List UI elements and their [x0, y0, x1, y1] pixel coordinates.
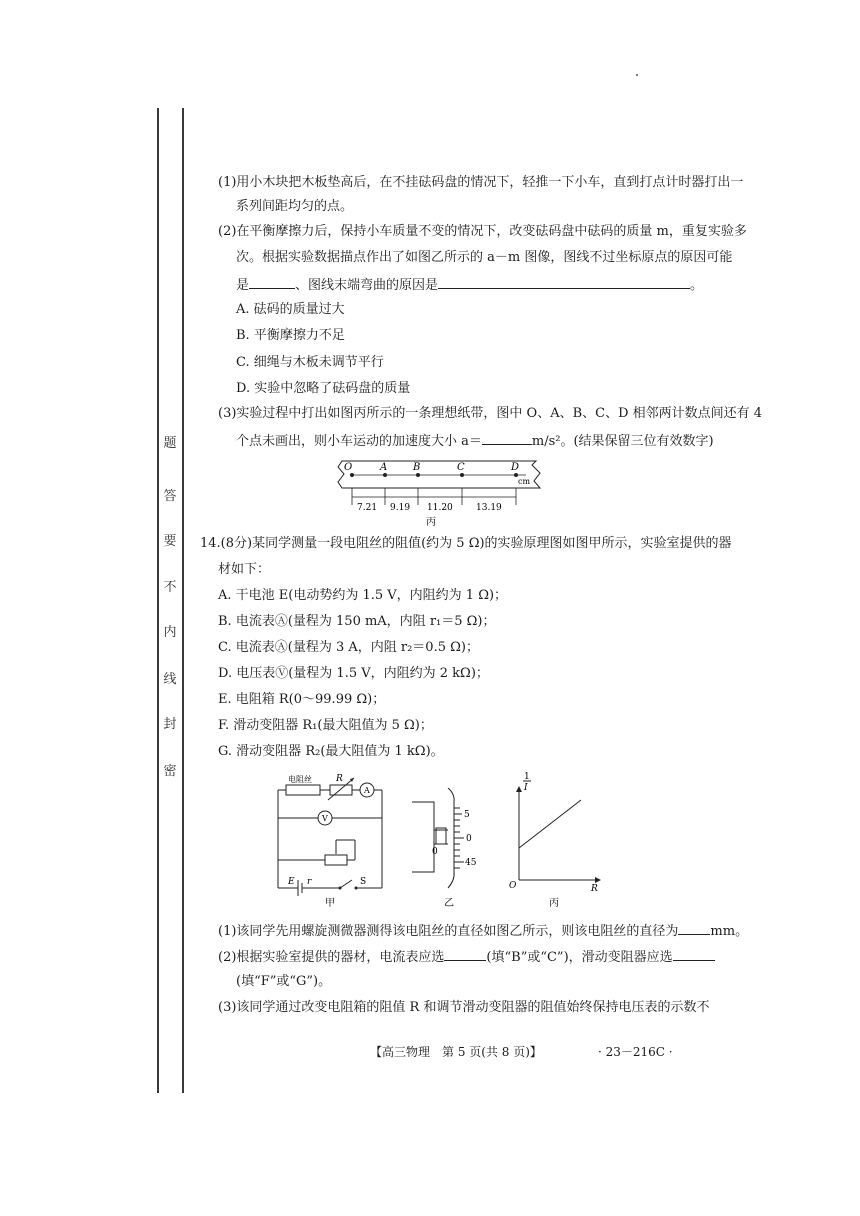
equipment-item: E. 电阻箱 R(0～99.99 Ω)； — [218, 692, 386, 707]
q13-part3-line1: (3)实验过程中打出如图丙所示的一条理想纸带，图中 O、A、B、C、D 相邻两计数点间还有 4 — [218, 406, 763, 421]
micrometer-figure — [410, 770, 505, 908]
text: m/s²。(结果保留三位有效数字) — [531, 434, 714, 449]
voltmeter-label: V — [322, 814, 328, 823]
q14-part2-line2: (填“F”或“G”)。 — [236, 974, 332, 989]
option-d: D. 实验中忽略了砝码盘的质量 — [236, 381, 411, 396]
thimble-tick: 45 — [465, 858, 477, 868]
margin-char: 密 — [163, 764, 177, 779]
q14-part3-line1: (3)该同学通过改变电阻箱的阻值 R 和调节滑动变阻器的阻值始终保持电压表的示数不 — [218, 1000, 710, 1015]
text: (1)该同学先用螺旋测微器测得该电阻丝的直径如图乙所示，则该电阻丝的直径为 — [218, 924, 679, 939]
answer-blank[interactable] — [673, 947, 715, 961]
equipment-item: A. 干电池 E(电动势约为 1.5 V，内阻约为 1 Ω)； — [218, 588, 508, 603]
q13-part2-line2: 次。根据实验数据描点作出了如图乙所示的 a－m 图像，图线不过坐标原点的原因可能 — [236, 250, 733, 265]
margin-char: 答 — [163, 489, 177, 504]
thimble-tick: 5 — [464, 810, 470, 820]
q14-stem-line1: 14.(8分)某同学测量一段电阻丝的阻值(约为 5 Ω)的实验原理图如图甲所示，实验室提供的器 — [200, 536, 732, 551]
equipment-item: D. 电压表Ⓥ(量程为 1.5 V，内阻约为 2 kΩ)； — [218, 666, 489, 681]
internal-resistance-label: r — [307, 877, 312, 887]
text: mm。 — [710, 924, 749, 939]
margin-char: 封 — [163, 717, 177, 732]
tape-spacing: 11.20 — [427, 503, 453, 513]
y-axis-denominator: I — [524, 783, 528, 793]
q13-part1-line1: (1)用小木块把木板垫高后，在不挂砝码盘的情况下，轻推一下小车，直到打点计时器打出一 — [218, 175, 744, 190]
switch-label: S — [360, 877, 367, 887]
binding-line-left — [157, 108, 159, 1093]
tape-spacing: 13.19 — [476, 503, 502, 513]
equipment-item: G. 滑动变阻器 R₂(最大阻值为 1 kΩ)。 — [218, 744, 444, 759]
option-c: C. 细绳与木板未调节平行 — [236, 355, 384, 370]
equipment-item: B. 电流表Ⓐ(量程为 150 mA，内阻 r₁＝5 Ω)； — [218, 614, 496, 629]
circuit-diagram — [270, 770, 400, 908]
margin-char: 要 — [163, 534, 177, 549]
tape-unit: cm — [518, 477, 531, 486]
option-a: A. 砝码的质量过大 — [236, 302, 345, 317]
speck — [636, 74, 638, 76]
answer-blank[interactable] — [438, 275, 690, 289]
tape-caption: 丙 — [426, 517, 436, 527]
answer-blank[interactable] — [678, 921, 710, 935]
origin-label: O — [509, 881, 517, 891]
q14-part1 — [218, 921, 748, 941]
figure-caption: 乙 — [444, 898, 454, 908]
answer-blank[interactable] — [249, 275, 295, 289]
figure-caption: 甲 — [325, 898, 335, 908]
page-footer: 【高三物理 第 5 页(共 8 页)】 — [370, 1045, 542, 1059]
equipment-item: C. 电流表Ⓐ(量程为 3 A，内阻 r₂＝0.5 Ω)； — [218, 640, 479, 655]
q13-part3-line2 — [236, 431, 714, 451]
q14-stem-line2: 材如下： — [218, 562, 271, 577]
tape-point-label: B — [413, 462, 421, 473]
tape-spacing: 9.19 — [390, 503, 411, 513]
margin-char: 不 — [163, 580, 177, 595]
graph-figure — [505, 770, 605, 908]
text: 个点未画出，则小车运动的加速度大小 a＝ — [236, 434, 482, 449]
equipment-item: F. 滑动变阻器 R₁(最大阻值为 5 Ω)； — [218, 718, 433, 733]
tape-point-label: C — [457, 462, 465, 473]
q13-part2-line1: (2)在平衡摩擦力后，保持小车质量不变的情况下，改变砝码盘中砝码的质量 m，重复实验多 — [218, 224, 747, 239]
paper-tape-figure — [330, 455, 550, 527]
margin-char: 线 — [163, 672, 177, 687]
exam-code: · 23－216C · — [598, 1045, 673, 1059]
q13-part1-line2: 系列间距均匀的点。 — [236, 199, 354, 214]
text: (2)根据实验室提供的器材，电流表应选 — [218, 950, 445, 965]
x-axis-label: R — [591, 884, 598, 894]
binding-line-right — [182, 108, 184, 1093]
figure-caption: 丙 — [549, 898, 559, 908]
q13-part2-line3 — [236, 275, 703, 295]
answer-blank[interactable] — [482, 431, 532, 445]
margin-char: 内 — [163, 625, 177, 640]
q14-part2-line1 — [218, 947, 715, 967]
ammeter-label: A — [364, 786, 370, 795]
battery-label: E — [288, 877, 295, 887]
text: (填“B”或“C”)，滑动变阻器应选 — [486, 950, 673, 965]
option-b: B. 平衡摩擦力不足 — [236, 328, 345, 343]
tape-point-label: O — [344, 462, 353, 473]
answer-blank[interactable] — [444, 947, 486, 961]
text: 、图线末端弯曲的原因是 — [295, 278, 439, 293]
y-axis-numerator: 1 — [524, 772, 530, 782]
tape-spacing: 7.21 — [357, 503, 378, 513]
thimble-tick: 0 — [466, 834, 472, 844]
resistance-box-label: R — [336, 774, 343, 784]
text: 是 — [236, 278, 250, 293]
margin-char: 题 — [163, 436, 177, 451]
sleeve-zero: 0 — [432, 847, 438, 857]
tape-point-label: A — [380, 462, 388, 473]
wire-label: 电阻丝 — [288, 775, 312, 784]
text: 。 — [690, 278, 704, 293]
tape-point-label: D — [511, 462, 520, 473]
